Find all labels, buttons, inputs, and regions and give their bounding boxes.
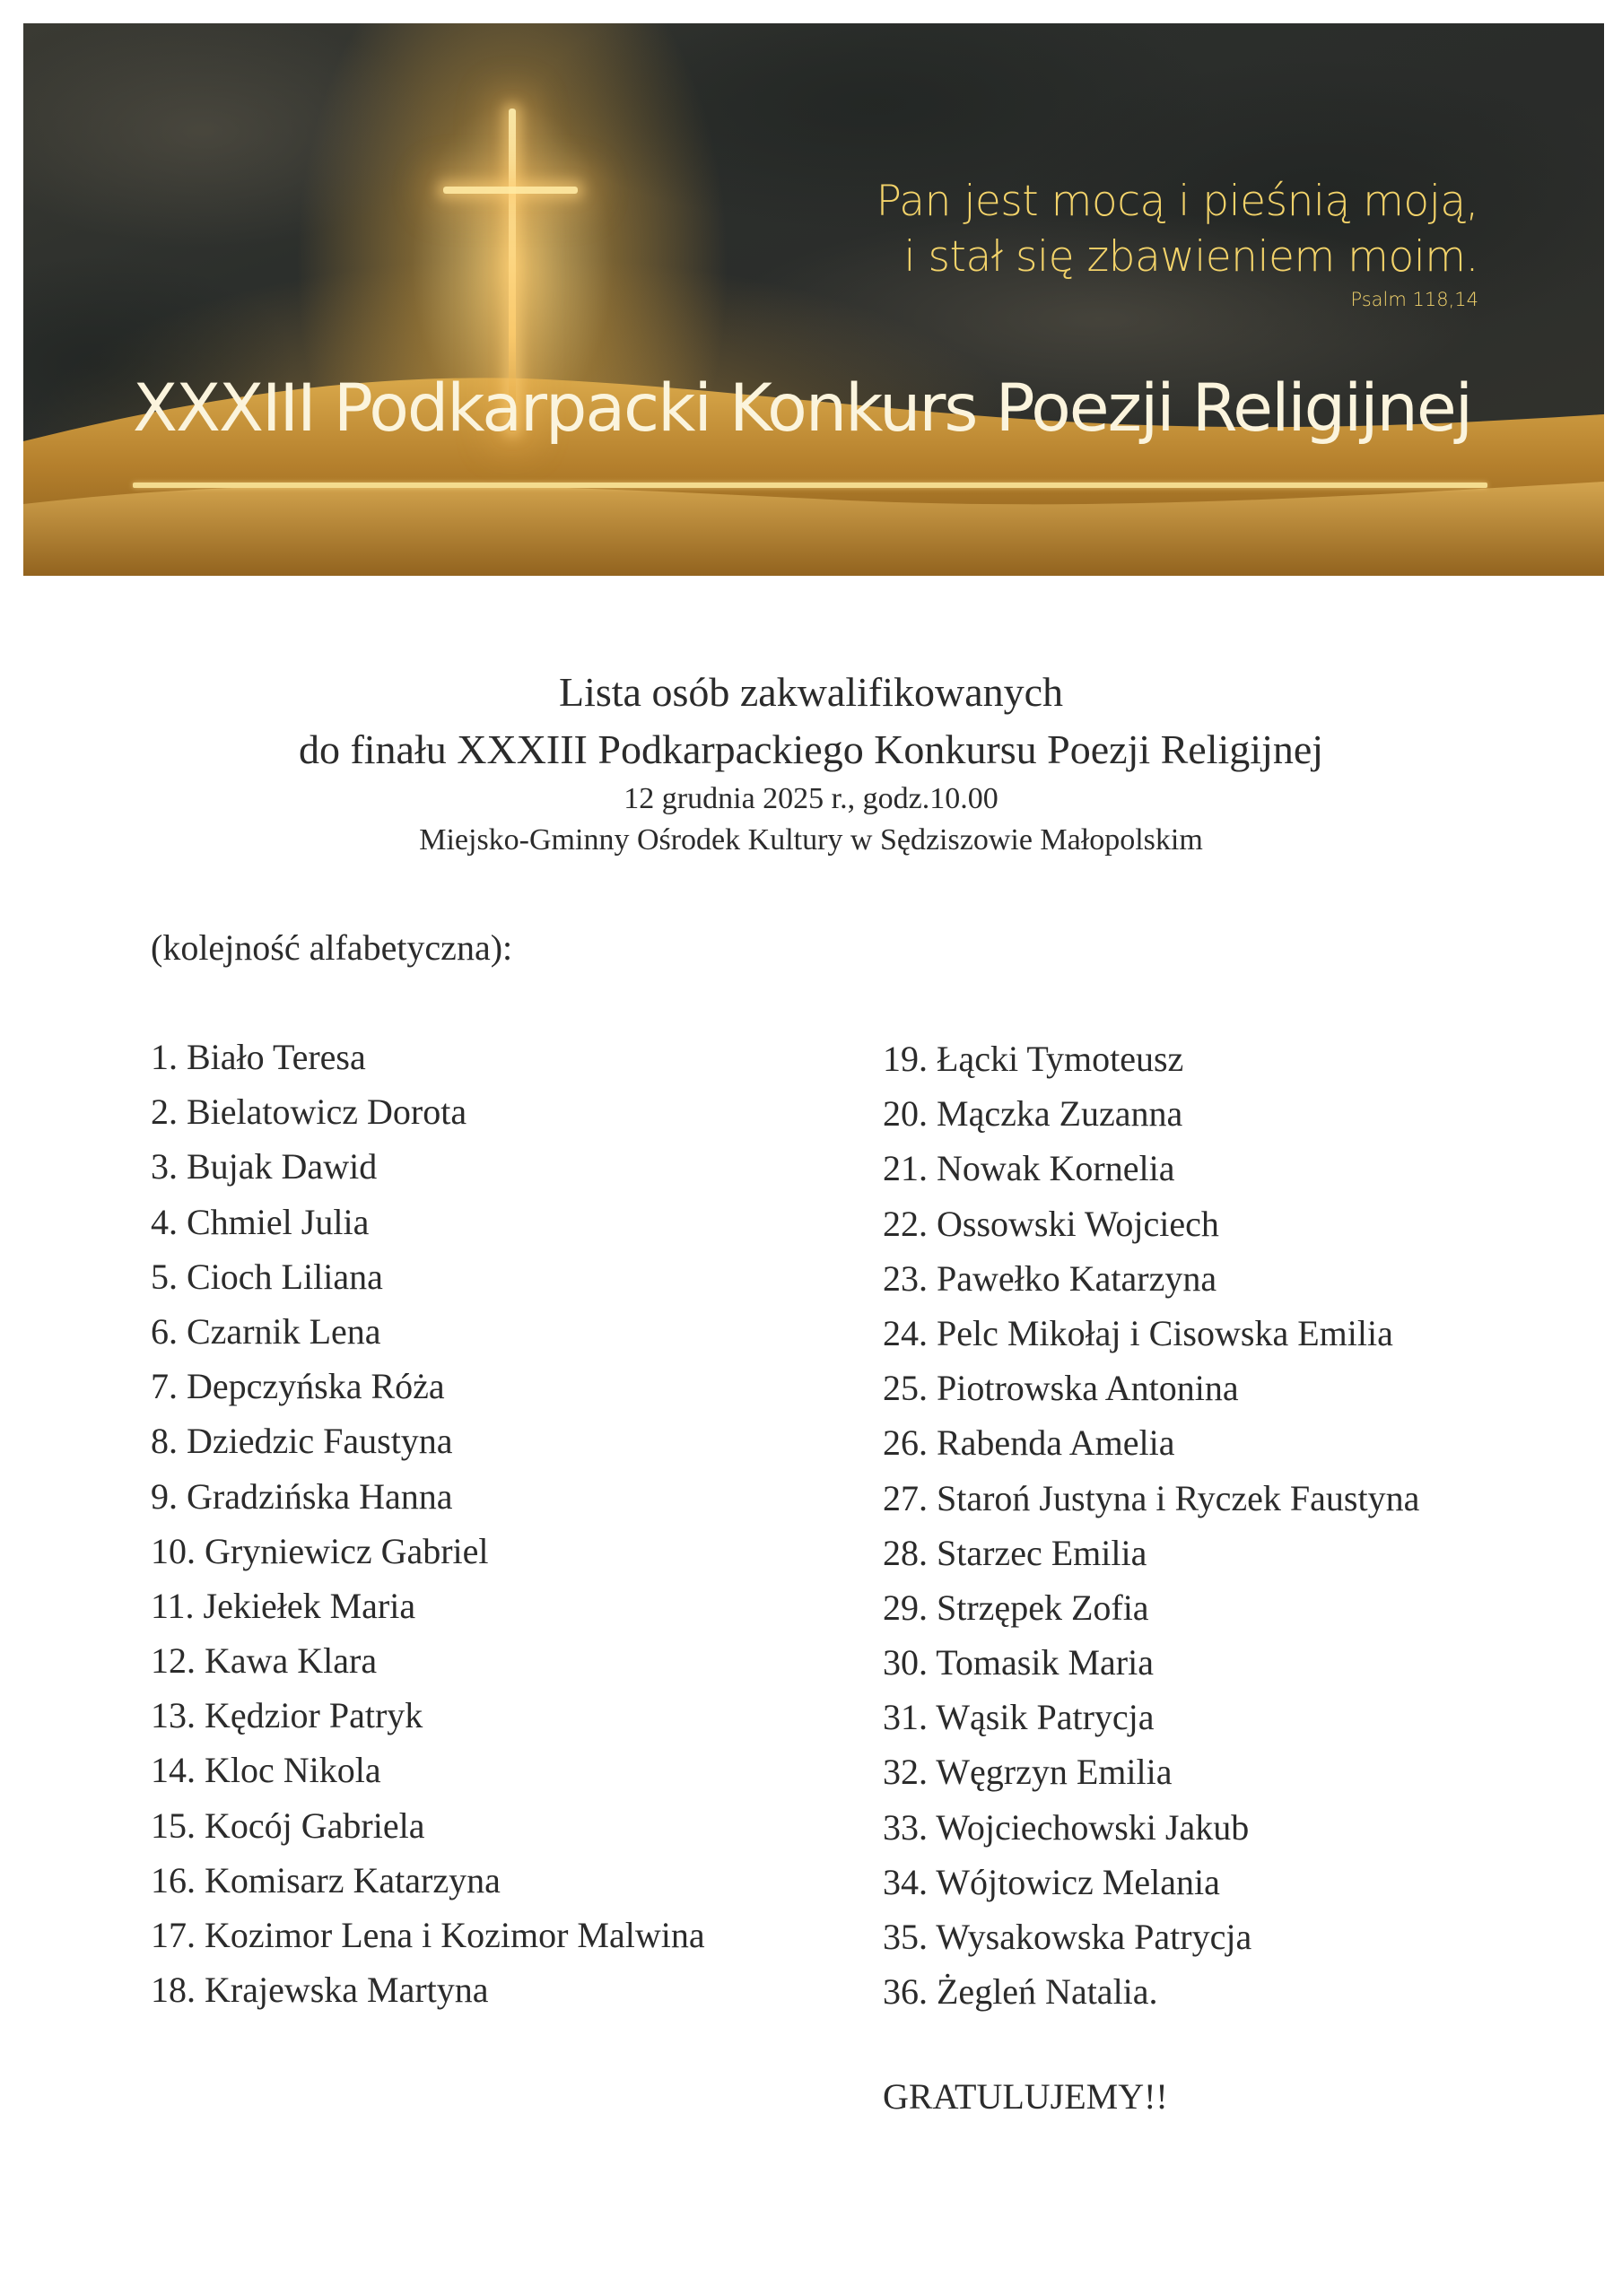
heading-line-1: Lista osób zakwalifikowanych [558,669,1064,715]
list-item: 7. Depczyńska Róża [151,1366,445,1407]
list-item: 23. Pawełko Katarzyna [883,1257,1217,1299]
participants-list-right [883,1031,1419,2019]
participants-list-left [151,1030,705,2017]
list-item: 1. Biało Teresa [151,1037,366,1077]
list-item: 8. Dziedzic Faustyna [151,1421,453,1462]
heading-line-2: do finału XXXIII Podkarpackiego Konkursu Poezji Religijnej [298,726,1324,772]
list-item: 14. Kloc Nikola [151,1750,381,1791]
list-item: 18. Krajewska Martyna [151,1970,489,2011]
cross-horizontal-beam [443,187,578,194]
list-item: 15. Kocój Gabriela [151,1805,425,1846]
list-item: 35. Wysakowska Patrycja [883,1917,1252,1957]
list-item: 28. Starzec Emilia [883,1532,1147,1573]
list-item: 9. Gradzińska Hanna [151,1475,453,1517]
list-item: 16. Komisarz Katarzyna [151,1859,501,1900]
banner-divider [133,483,1487,488]
list-item: 2. Bielatowicz Dorota [151,1091,467,1133]
list-item: 25. Piotrowska Antonina [883,1368,1239,1409]
list-item: 36. Żegleń Natalia. [883,1971,1158,2013]
list-item: 5. Cioch Liliana [151,1256,383,1297]
list-item: 30. Tomasik Maria [883,1642,1154,1683]
quote-line-2: i stał się zbawieniem moim. [903,232,1478,282]
quote-line-1: Pan jest mocą i pieśnią moją, [876,177,1478,226]
list-item: 19. Łącki Tymoteusz [883,1039,1184,1079]
list-item: 32. Węgrzyn Emilia [883,1752,1173,1793]
list-item: 26. Rabenda Amelia [883,1422,1175,1464]
list-item: 10. Gryniewicz Gabriel [151,1530,489,1571]
list-item: 12. Kawa Klara [151,1640,378,1682]
list-item: 29. Strzępek Zofia [883,1587,1149,1628]
list-item: 22. Ossowski Wojciech [883,1203,1219,1244]
list-item: 4. Chmiel Julia [151,1201,370,1242]
list-item: 33. Wojciechowski Jakub [883,1806,1250,1848]
list-item: 6. Czarnik Lena [151,1310,381,1352]
list-item: 11. Jekiełek Maria [151,1585,416,1626]
event-venue: Miejsko-Gminny Ośrodek Kultury w Sędziszowie Małopolskim [419,823,1203,857]
order-note: (kolejność alfabetyczna): [151,927,513,968]
list-item: 21. Nowak Kornelia [883,1148,1175,1189]
closing-congratulations: GRATULUJEMY!! [883,2076,1168,2117]
list-item: 27. Staroń Justyna i Ryczek Faustyna [883,1477,1420,1518]
quote-source: Psalm 118,14 [1350,289,1478,310]
list-item: 24. Pelc Mikołaj i Cisowska Emilia [883,1312,1393,1353]
list-item: 20. Mączka Zuzanna [883,1093,1183,1135]
list-item: 13. Kędzior Patryk [151,1695,423,1736]
list-item: 34. Wójtowicz Melania [883,1861,1220,1902]
list-item: 3. Bujak Dawid [151,1146,378,1187]
document-heading [0,664,1622,861]
list-item: 17. Kozimor Lena i Kozimor Malwina [151,1915,705,1955]
event-date: 12 grudnia 2025 r., godz.10.00 [624,782,998,815]
list-item: 31. Wąsik Patrycja [883,1697,1155,1738]
psalm-quote [876,174,1478,314]
banner-title: XXXIII Podkarpacki Konkurs Poezji Religijnej [133,370,1472,447]
header-banner [23,23,1604,576]
